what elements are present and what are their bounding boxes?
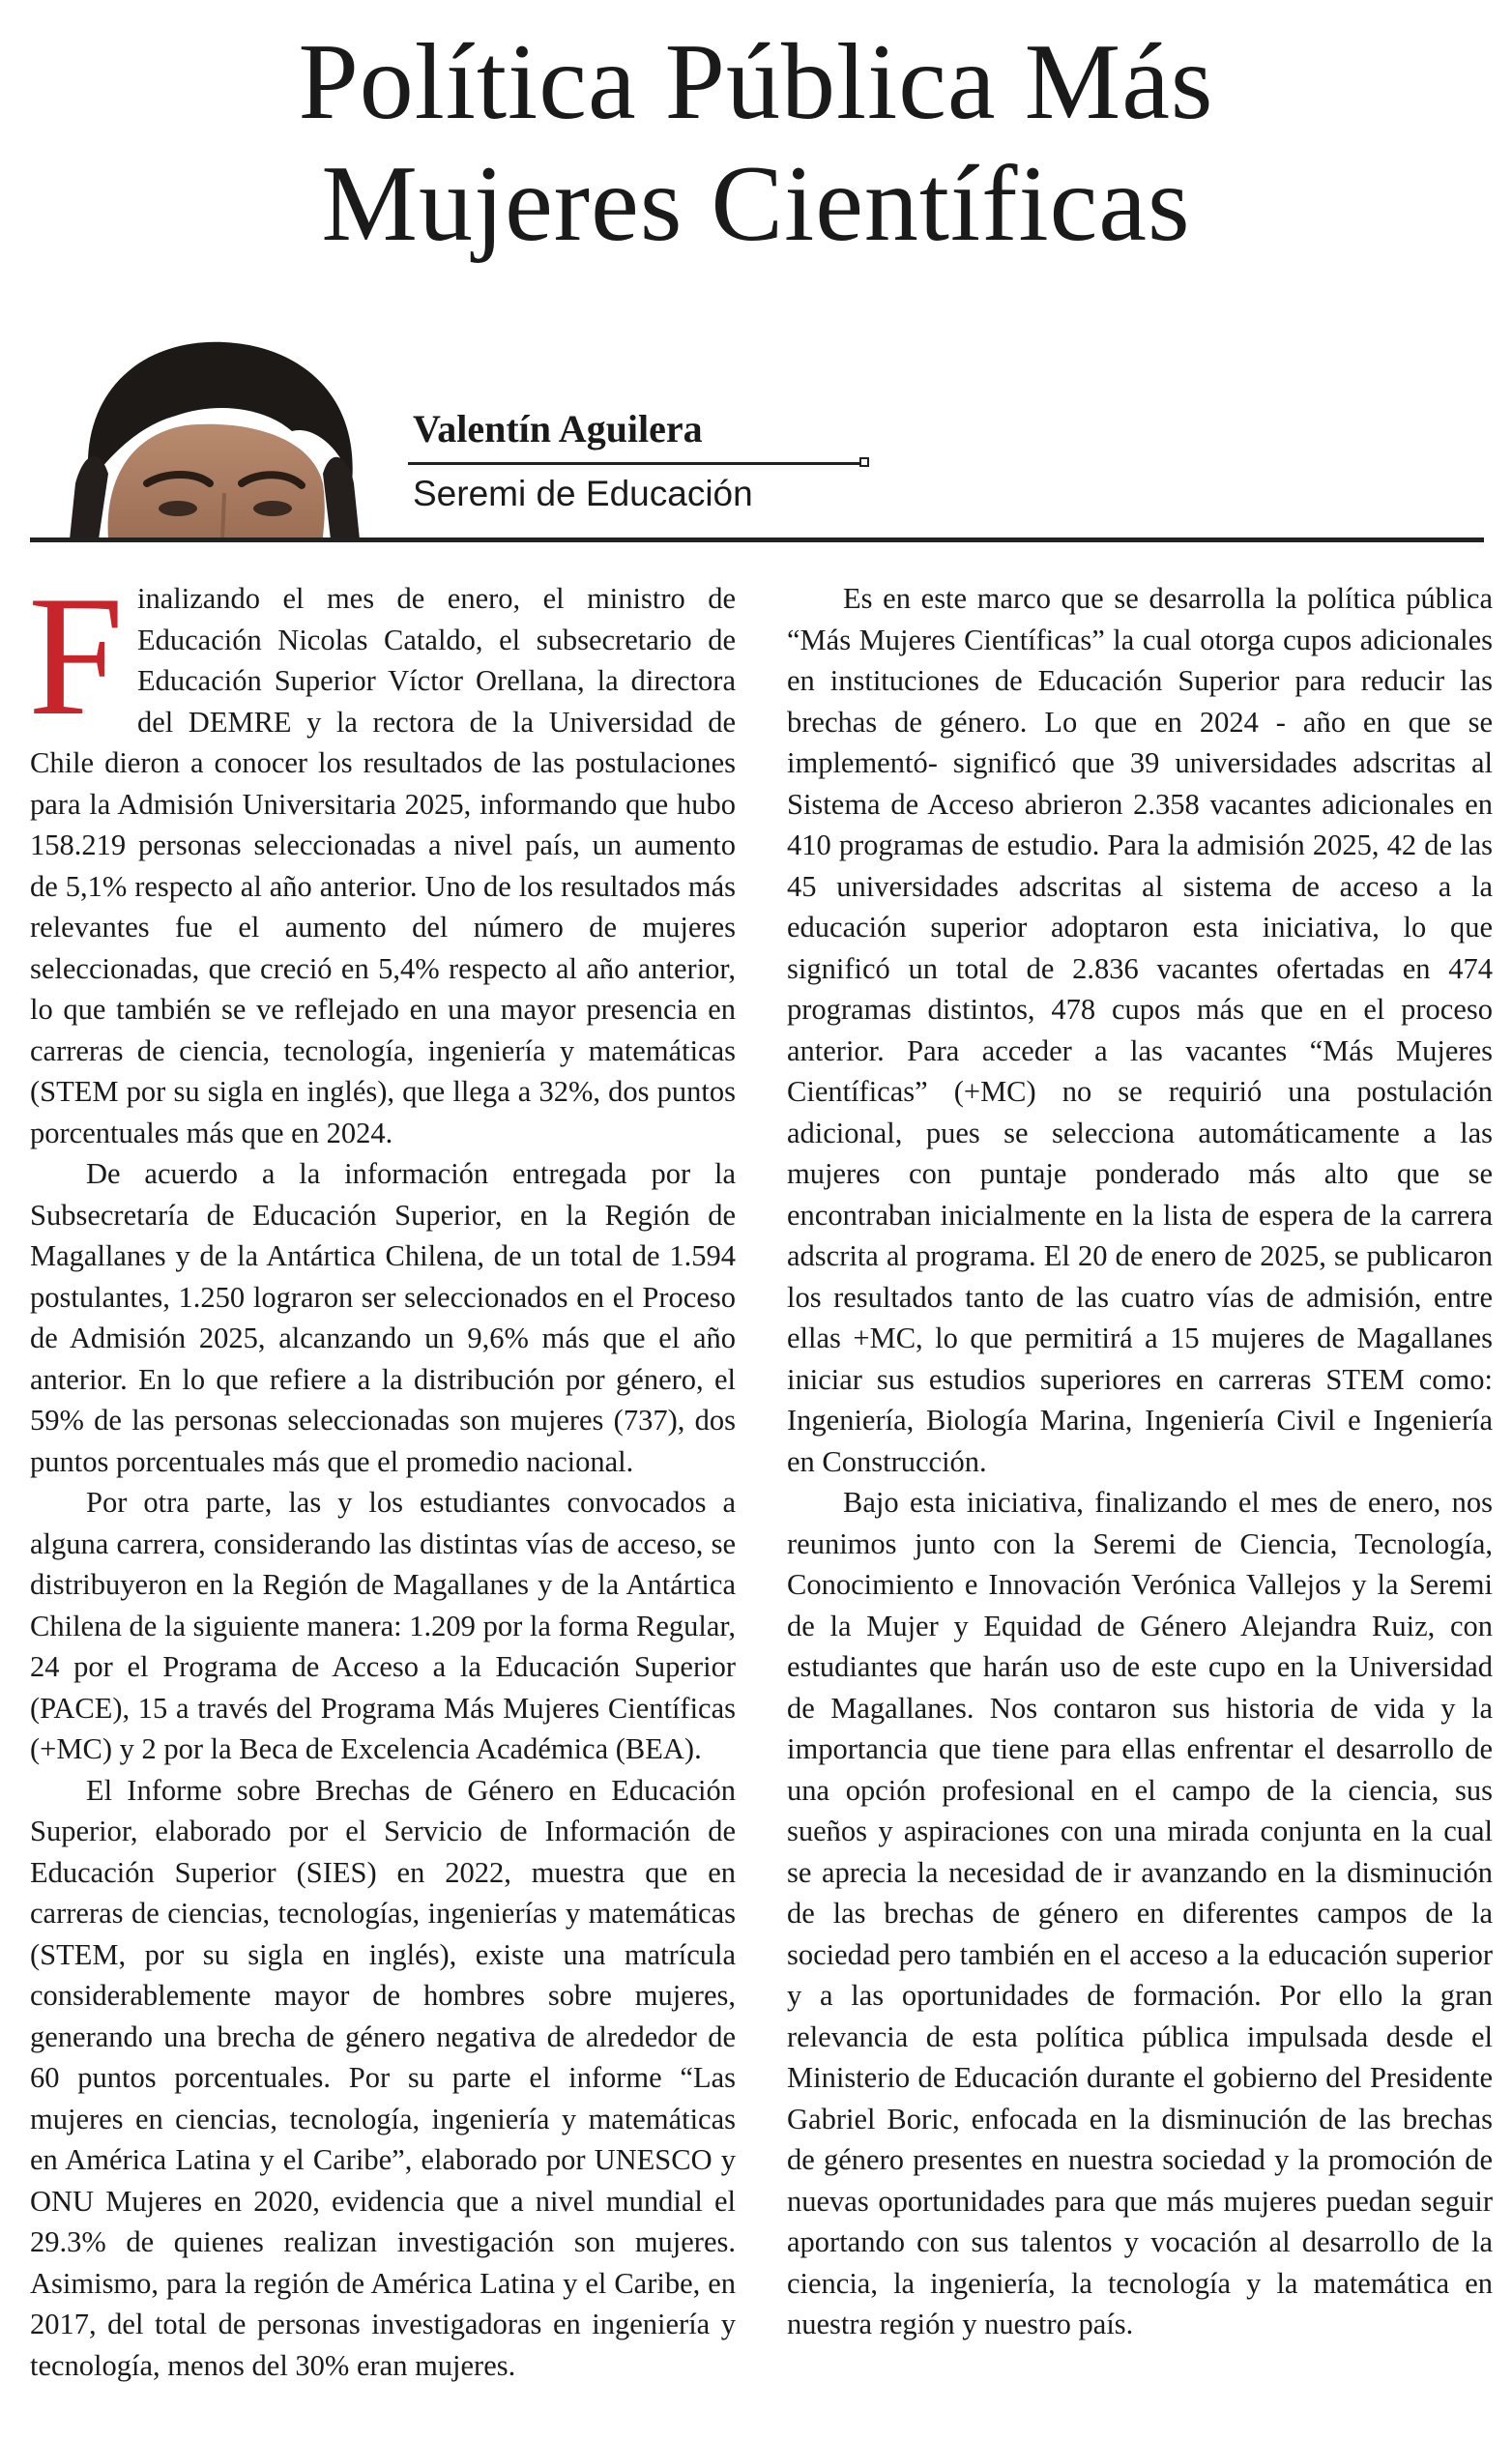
author-name: Valentín Aguilera	[413, 407, 703, 450]
paragraph-2: De acuerdo a la información entregada por la Subsecretaría de Educación Superior, en la Región de Magallanes y de la Antártica Chilena, de un total de 1.594 postulantes, 1.250 lograron ser seleccionados en el Proceso de Admisión 2025, alcanzando un 9,6% más que el año anterior. En lo que refiere a la distribución por género, el 59% de las personas seleccionadas son mujeres (737), dos puntos porcentuales más que el promedio nacional.	[30, 1157, 736, 1478]
author-photo	[70, 338, 360, 539]
title-line-2: Mujeres Científicas	[321, 144, 1191, 264]
paragraph-3: Por otra parte, las y los estudiantes convocados a alguna carrera, considerando las distintas vías de acceso, se distribuyeron en la Región de Magallanes y de la Antártica Chilena de la siguiente manera: 1.209 por la forma Regular, 24 por el Programa de Acceso a la Educación Superior (PACE), 15 a través del Programa Más Mujeres Científicas (+MC) y 2 por la Beca de Excelencia Académica (BEA).	[30, 1486, 736, 1765]
paragraph-1-text: inalizando el mes de enero, el ministro de Educación Nicolas Cataldo, el subsecretario de Educación Superior Víctor Orellana, la directora del DEMRE y la rectora de la Universidad de Chile dieron a conocer los resultados de las postulaciones para la Admisión Universitaria 2025, informando que hubo 158.219 personas seleccionadas a nivel país, un aumento de 5,1% respecto al año anterior. Uno de los resultados más relevantes fue el aumento del número de mujeres seleccionadas, que creció en 5,4% respecto al año anterior, lo que también se ve reflejado en una mayor presencia en carreras de ciencia, tecnología, ingeniería y matemáticas (STEM por su sigla en inglés), que llega a 32%, dos puntos porcentuales más que en 2024.	[30, 582, 736, 1149]
author-role: Seremi de Educación	[413, 474, 753, 513]
header-rule	[30, 537, 1484, 542]
title-line-1: Política Pública Más	[298, 22, 1214, 142]
column-left	[28, 560, 736, 2425]
divider-end-marker	[859, 457, 869, 467]
paragraph-5: Es en este marco que se desarrolla la política pública “Más Mujeres Científicas” la cual otorga cupos adicionales en instituciones de Educación Superior para reducir las brechas de género. Lo que en 2024 - año en que se implementó- significó que 39 universidades adscritas al Sistema de Acceso abrieron 2.358 vacantes adicionales en 410 programas de estudio. Para la admisión 2025, 42 de las 45 universidades adscritas al sistema de acceso a la educación superior adoptaron esta iniciativa, lo que significó un total de 2.836 vacantes ofertadas en 474 programas distintos, 478 cupos más que en el proceso anterior. Para acceder a las vacantes “Más Mujeres Científicas” (+MC) no se requirió una postulación adicional, pues se selecciona automáticamente a las mujeres con puntaje ponderado más alto que se encontraban inicialmente en la lista de espera de la carrera adscrita al programa. El 20 de enero de 2025, se publicaron los resultados tanto de las cuatro vías de admisión, entre ellas +MC, lo que permitirá a 15 mujeres de Magallanes iniciar sus estudios superiores en carreras STEM como: Ingeniería, Biología Marina, Ingeniería Civil e Ingeniería en Construcción.	[787, 582, 1493, 1478]
article-title	[97, 21, 1415, 265]
author-divider	[408, 462, 862, 465]
drop-cap: F	[28, 560, 124, 751]
paragraph-6: Bajo esta iniciativa, finalizando el mes de enero, nos reunimos junto con la Seremi de Ciencia, Tecnología, Conocimiento e Innovación Verónica Vallejos y la Seremi de la Mujer y Equidad de Género Alejandra Ruiz, con estudiantes que harán uso de este cupo en la Universidad de Magallanes. Nos contaron sus historia de vida y la importancia que tiene para ellas enfrentar el desarrollo de una opción profesional en el campo de la ciencia, sus sueños y aspiraciones con una mirada conjunta en la cual se aprecia la necesidad de ir avanzando en la disminución de las brechas de género en diferentes campos de la sociedad pero también en el acceso a la educación superior y a las oportunidades de formación. Por ello la gran relevancia de esta política pública impulsada desde el Ministerio de Educación durante el gobierno del Presidente Gabriel Boric, enfocada en la disminución de las brechas de género presentes en nuestra sociedad y la promoción de nuevas oportunidades para que más mujeres puedan seguir aportando con sus talentos y vocación al desarrollo de la ciencia, la ingeniería, la tecnología y la matemática en nuestra región y nuestro país.	[787, 1486, 1493, 2340]
paragraph-4: El Informe sobre Brechas de Género en Educación Superior, elaborado por el Servicio de Información de Educación Superior (SIES) en 2022, muestra que en carreras de ciencias, tecnologías, ingenierías y matemáticas (STEM, por su sigla en inglés), existe una matrícula considerablemente mayor de hombres sobre mujeres, generando una brecha de género negativa de alrededor de 60 puntos porcentuales. Por su parte el informe “Las mujeres en ciencias, tecnología, ingeniería y matemáticas en América Latina y el Caribe”, elaborado por UNESCO y ONU Mujeres en 2020, evidencia que a nivel mundial el 29.3% de quienes realizan investigación son mujeres. Asimismo, para la región de América Latina y el Caribe, en 2017, del total de personas investigadoras en ingeniería y tecnología, menos del 30% eran mujeres.	[30, 1773, 736, 2382]
column-right	[787, 578, 1493, 2425]
paragraph-1	[28, 560, 736, 1153]
